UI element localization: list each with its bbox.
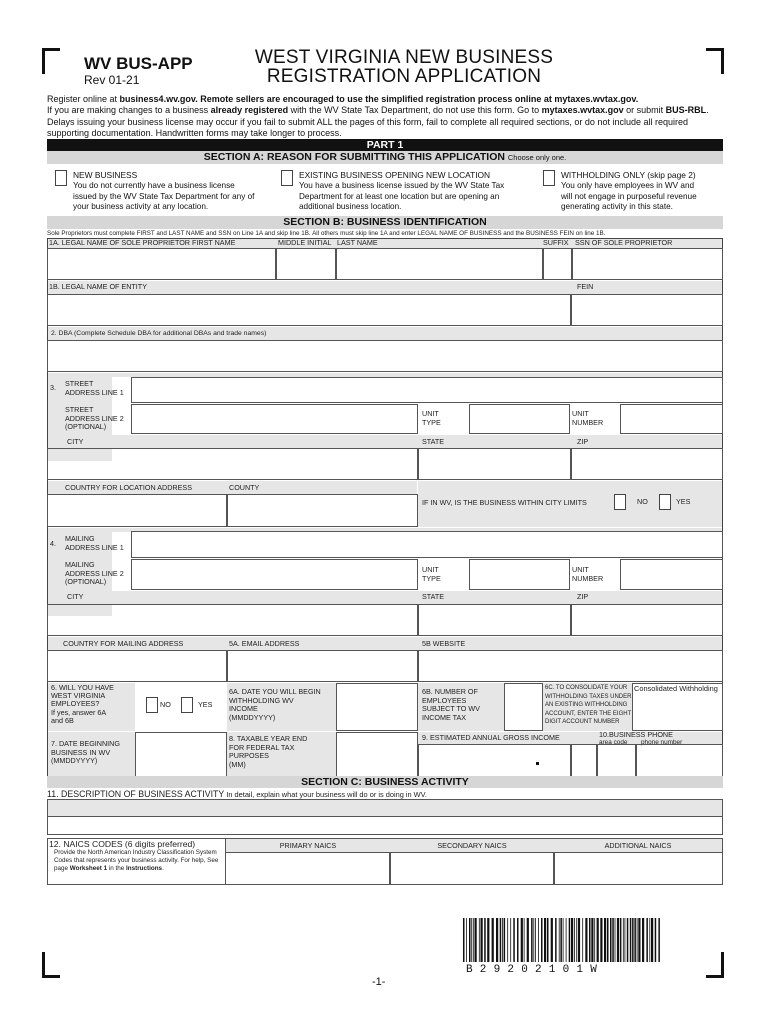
label-6a-withholding-date: 6A. DATE YOU WILL BEGIN WITHHOLDING WV INCOME (MMDDYYYY) [229,687,321,722]
checkbox-new-business[interactable] [55,170,67,186]
label-1a-middle-initial: MIDDLE INITIAL [278,238,332,247]
label-12-naics-help: Provide the North American Industry Classification System Codes that represents your business activity. For help, See page Worksheet 1 in the Instructions. [54,849,219,872]
intro-link-business4[interactable]: business4.wv.gov. Remote sellers are encouraged to use the simplified registration process online at mytaxes.wvtax.gov. [119,94,639,104]
description-band [48,800,722,816]
registration-mark-bottom-right [706,952,724,978]
input-fein[interactable] [571,294,723,326]
input-1b-legal-name[interactable] [47,294,571,326]
input-unit-type[interactable] [469,404,570,434]
input-1a-last-name[interactable] [336,248,543,280]
input-mail-state[interactable] [418,604,571,636]
label-1b-legal-name: 1B. LEGAL NAME OF ENTITY [49,282,147,291]
intro-instructions [47,94,727,139]
label-1a-last-name: LAST NAME [337,238,378,247]
title-line-1: WEST VIRGINIA NEW BUSINESS [254,47,554,68]
label-unit-number: UNIT NUMBER [572,409,604,427]
desc-line: You do not currently have a business license [73,181,235,190]
phone-spacer [571,744,597,780]
label-6c-consolidate: 6C. TO CONSOLIDATE YOUR WITHHOLDING TAXES UNDER AN EXISTING WITHHOLDING ACCOUNT, ENTER THE EIGHT DIGIT ACCOUNT NUMBER [545,685,632,726]
label-state: STATE [422,437,445,446]
label-fein: FEIN [577,282,594,291]
label-city-limits-no: NO [637,497,648,506]
form-id: WV BUS-APP [84,54,193,73]
section-a-heading [47,151,723,164]
label-city-limits: IF IN WV, IS THE BUSINESS WITHIN CITY LIMITS [422,498,587,507]
intro-text: . [706,105,709,116]
checkbox-employees-no[interactable] [146,697,158,713]
input-additional-naics[interactable] [554,852,723,885]
input-9-gross-income[interactable] [418,744,571,780]
input-unit-number[interactable] [620,404,723,434]
input-mail-unit-type[interactable] [469,559,570,590]
page-number: -1- [372,976,386,988]
label-line-3: 3. [50,383,56,392]
input-mailing-address-2[interactable] [131,559,418,590]
naics-help-instructions: Instructions [126,865,163,872]
option-withholding-only-title: WITHHOLDING ONLY (skip page 2) [561,170,696,180]
input-mail-city[interactable] [47,604,418,636]
registration-mark-top-right [706,48,724,74]
row-city-label-band [48,435,722,448]
input-8-taxable-year-end[interactable] [336,732,418,780]
intro-link-mytaxes[interactable]: mytaxes.wvtax.gov [541,105,624,116]
label-mailing-address-2: MAILING ADDRESS LINE 2 (OPTIONAL) [65,560,124,587]
label-1a-first-name: 1A. LEGAL NAME OF SOLE PROPRIETOR FIRST NAME [49,238,236,247]
label-unit-type: UNIT TYPE [422,409,441,427]
input-mail-zip[interactable] [571,604,723,636]
label-city: CITY [67,437,84,446]
desc-line: will not engage in purposeful revenue [561,191,697,201]
input-6b-employees[interactable] [504,683,543,731]
intro-text: or submit [623,105,666,116]
label-8-taxable-year-end: 8. TAXABLE YEAR END FOR FEDERAL TAX PURPOSES (MM) [229,734,308,769]
input-street-address-2[interactable] [131,404,418,434]
label-website: 5B WEBSITE [422,639,466,648]
input-country-location[interactable] [47,494,227,527]
label-zip: ZIP [577,437,589,446]
intro-text: with the WV State Tax Department, do not use this form. Go to [288,105,542,116]
input-county[interactable] [227,494,418,527]
input-zip[interactable] [571,448,723,480]
checkbox-city-limits-no[interactable] [614,494,626,510]
option-new-business-title: NEW BUSINESS [73,170,138,180]
input-1a-ssn[interactable] [572,248,723,280]
section-a-note: Choose only one. [507,153,567,162]
label-phone-number: phone number [641,739,683,746]
label-street-address-1: STREET ADDRESS LINE 1 [65,379,124,397]
label-wv-employees: 6. WILL YOU HAVE WEST VIRGINIA EMPLOYEES? If yes, answer 6A and 6B [51,683,114,725]
input-secondary-naics[interactable] [390,852,554,885]
input-1a-middle-initial[interactable] [276,248,336,280]
intro-bold: already registered [210,105,289,116]
label-consolidated-withholding: Consolidated Withholding [634,684,718,693]
label-9-gross-income: 9. ESTIMATED ANNUAL GROSS INCOME [422,733,560,742]
form-title [214,48,594,86]
intro-bold: BUS-RBL [665,105,707,116]
checkbox-withholding-only[interactable] [543,170,555,186]
section-a-title: SECTION A: REASON FOR SUBMITTING THIS APPLICATION [203,151,505,163]
label-11-title: 11. DESCRIPTION OF BUSINESS ACTIVITY [47,789,225,799]
label-secondary-naics: SECONDARY NAICS [437,841,507,850]
input-mail-unit-number[interactable] [620,559,723,590]
label-11-hint: In detail, explain what your business will do or is doing in WV. [224,790,427,799]
label-1a-ssn: SSN OF SOLE PROPRIETOR [575,238,673,247]
input-country-mailing[interactable] [47,650,227,682]
barcode-number: B29202101W [466,964,605,976]
row-mail-city-label-band [48,591,722,604]
label-mail-zip: ZIP [577,592,589,601]
input-dba[interactable] [47,340,723,372]
label-employees-no: NO [160,700,171,709]
intro-text: Delays issuing your business license may occur if you fail to submit ALL the pages of this form, fail to complete all required sections, or do not include all required [47,116,688,127]
label-mail-unit-number: UNIT NUMBER [572,565,604,583]
label-line-4: 4. [50,539,56,548]
registration-mark-top-left [42,48,60,74]
intro-text: If you are making changes to a business [47,105,211,116]
label-employees-yes: YES [198,700,213,709]
label-12-naics: 12. NAICS CODES (6 digits preferred) [49,839,196,849]
barcode-graphic [463,918,663,962]
naics-help-text: in the [107,865,127,872]
input-website[interactable] [418,650,723,682]
description-divider [47,816,723,817]
form-revision: Rev 01-21 [84,73,140,87]
checkbox-existing-business[interactable] [281,170,293,186]
label-county: COUNTY [229,483,260,492]
input-city[interactable] [47,448,418,480]
input-street-address-1[interactable] [131,377,723,403]
label-country-location: COUNTRY FOR LOCATION ADDRESS [65,483,192,492]
desc-line: generating activity in this state. [561,202,673,212]
input-7-date-beginning[interactable] [135,732,227,780]
section-c-heading: SECTION C: BUSINESS ACTIVITY [47,776,723,788]
label-dba: 2. DBA (Complete Schedule DBA for additional DBAs and trade names) [51,330,267,337]
label-country-mailing: COUNTRY FOR MAILING ADDRESS [63,639,184,648]
label-mail-unit-type: UNIT TYPE [422,565,441,583]
label-additional-naics: ADDITIONAL NAICS [604,841,672,850]
label-7-date-beginning: 7. DATE BEGINNING BUSINESS IN WV (MMDDYYYY) [51,739,120,766]
label-mailing-address-1: MAILING ADDRESS LINE 1 [65,534,124,552]
label-10-business-phone: 10.BUSINESS PHONE [599,730,673,739]
label-primary-naics: PRIMARY NAICS [279,841,337,850]
intro-text: Register online at [47,94,120,104]
input-1a-suffix[interactable] [543,248,572,280]
input-mailing-address-1[interactable] [131,531,723,558]
section-b-note: Sole Proprietors must complete FIRST and LAST NAME and SSN on Line 1A and skip line 1B. All others must skip line 1A and enter LEGAL NAME OF BUSINESS and the BUSINESS FEIN on line 1B. [47,230,606,237]
input-1a-first-name[interactable] [47,248,276,280]
section-b-heading: SECTION B: BUSINESS IDENTIFICATION [47,216,723,229]
dot-marker [536,762,539,765]
label-mail-city: CITY [67,592,84,601]
naics-help-text: Provide the North American Industry Classification System Codes that represents your business activity. For help, See page [54,849,219,872]
label-mail-state: STATE [422,592,445,601]
row-1b-label-band [48,281,722,294]
desc-line: additional business location. [299,202,402,212]
option-existing-business-desc [299,181,504,213]
label-area-code: area code [599,739,628,746]
option-withholding-only-desc [561,181,697,213]
part-heading: PART 1 [47,139,723,151]
input-state[interactable] [418,448,571,480]
input-6a-withholding-date[interactable] [336,683,418,731]
intro-text: supporting documentation. Handwritten forms may take longer to process. [47,127,342,138]
desc-line: Department for at least one location but are opening an [299,191,500,201]
input-phone-number[interactable] [636,744,723,780]
input-primary-naics[interactable] [225,852,390,885]
label-street-address-2: STREET ADDRESS LINE 2 (OPTIONAL) [65,405,124,432]
naics-help-worksheet: Worksheet 1 [69,865,108,872]
title-line-2: REGISTRATION APPLICATION [266,66,542,87]
desc-line: issued by the WV State Tax Department for any of [73,191,255,201]
checkbox-employees-yes[interactable] [181,697,193,713]
registration-mark-bottom-left [42,952,60,978]
label-1a-suffix: SUFFIX [543,238,569,247]
option-existing-business-title: EXISTING BUSINESS OPENING NEW LOCATION [299,170,491,180]
desc-line: You have a business license issued by the WV State Tax [299,181,505,190]
label-city-limits-yes: YES [676,497,691,506]
desc-line: You only have employees in WV and [561,181,695,190]
label-6b-employees: 6B. NUMBER OF EMPLOYEES SUBJECT TO WV INCOME TAX [422,687,480,722]
option-new-business-desc [73,181,254,213]
checkbox-city-limits-yes[interactable] [659,494,671,510]
input-email[interactable] [227,650,418,682]
desc-line: your business activity at any location. [73,202,209,212]
input-area-code[interactable] [597,744,636,780]
label-email: 5A. EMAIL ADDRESS [229,639,300,648]
